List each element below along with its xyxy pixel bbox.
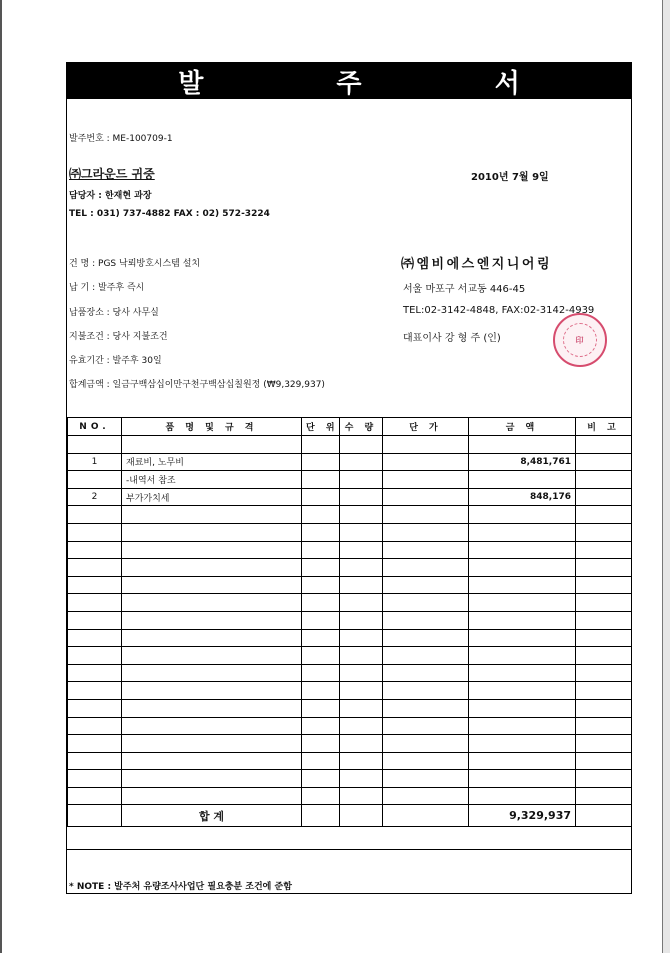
- table-cell: [576, 611, 632, 629]
- table-cell: [469, 594, 576, 612]
- total-label: 합 계: [122, 805, 302, 827]
- table-cell: [576, 576, 632, 594]
- table-total-row: [68, 805, 632, 827]
- table-cell: [122, 699, 302, 717]
- table-cell: [68, 752, 122, 770]
- table-cell: [68, 699, 122, 717]
- table-row: [68, 699, 632, 717]
- table-cell: [302, 576, 340, 594]
- table-cell: [122, 629, 302, 647]
- table-row: [68, 787, 632, 805]
- table-cell: [576, 805, 632, 827]
- table-cell: [576, 735, 632, 753]
- window-right-edge: [662, 0, 670, 953]
- note-divider: [67, 849, 631, 850]
- term-total: [69, 377, 325, 390]
- table-body: [68, 436, 632, 805]
- table-cell: [68, 717, 122, 735]
- table-cell: [383, 629, 469, 647]
- table-cell: [122, 682, 302, 700]
- table-cell: [122, 541, 302, 559]
- table-cell: 8,481,761: [469, 453, 576, 471]
- order-number: 발주번호 : ME-100709-1: [69, 134, 173, 144]
- table-cell: [122, 735, 302, 753]
- table-cell: [68, 436, 122, 454]
- table-cell: [302, 594, 340, 612]
- table-cell: [469, 523, 576, 541]
- buyer-tel-fax: TEL : 031) 737-4882 FAX : 02) 572-3224: [69, 209, 270, 219]
- table-cell: [68, 664, 122, 682]
- term-label: 합계금액 :: [69, 380, 110, 390]
- table-row: [68, 436, 632, 454]
- table-cell: [340, 717, 383, 735]
- term-value: 일금구백삼십이만구천구백삼십칠원정 (₩9,329,937): [112, 380, 325, 390]
- table-cell: [122, 576, 302, 594]
- col-header-unit-price: 단 가: [383, 418, 469, 436]
- table-cell: [469, 559, 576, 577]
- table-row: [68, 576, 632, 594]
- table-cell: [340, 453, 383, 471]
- table-cell: [383, 717, 469, 735]
- table-row: [68, 453, 632, 471]
- table-cell: [302, 523, 340, 541]
- table-header-row: [68, 418, 632, 436]
- term-label: 건 명 :: [69, 259, 96, 269]
- table-cell: [340, 594, 383, 612]
- table-cell: [68, 770, 122, 788]
- table-row: [68, 647, 632, 665]
- term-label: 납 기 :: [69, 283, 96, 293]
- table-cell: [383, 506, 469, 524]
- table-cell: [469, 506, 576, 524]
- table-row: [68, 682, 632, 700]
- col-header-item: 품 명 및 규 격: [122, 418, 302, 436]
- table-row: [68, 594, 632, 612]
- table-cell: [576, 647, 632, 665]
- order-date: 2010년 7월 9일: [471, 172, 549, 183]
- table-cell: [340, 436, 383, 454]
- table-cell: [122, 523, 302, 541]
- table-cell: [469, 611, 576, 629]
- col-header-remarks: 비 고: [576, 418, 632, 436]
- table-cell: [302, 805, 340, 827]
- table-cell: [68, 506, 122, 524]
- table-cell: [302, 717, 340, 735]
- table-cell: [340, 506, 383, 524]
- table-cell: [68, 594, 122, 612]
- table-cell: [68, 629, 122, 647]
- table-cell: [340, 664, 383, 682]
- table-cell: [469, 647, 576, 665]
- table-cell: [302, 787, 340, 805]
- table-cell: 재료비, 노무비: [122, 453, 302, 471]
- table-cell: [340, 647, 383, 665]
- table-cell: 1: [68, 453, 122, 471]
- document-title: 발 주 서: [67, 63, 631, 99]
- term-value: 당사 사무실: [112, 308, 159, 318]
- table-cell: [576, 436, 632, 454]
- table-cell: [302, 436, 340, 454]
- table-cell: [469, 576, 576, 594]
- vendor-tel-fax: TEL:02-3142-4848, FAX:02-3142-4939: [403, 305, 595, 316]
- table-cell: [576, 488, 632, 506]
- table-row: [68, 541, 632, 559]
- table-cell: [302, 699, 340, 717]
- table-cell: [340, 682, 383, 700]
- table-cell: [576, 770, 632, 788]
- table-cell: [576, 629, 632, 647]
- table-cell: [383, 541, 469, 559]
- table-cell: [576, 664, 632, 682]
- table-cell: [383, 594, 469, 612]
- company-seal-stamp: 印: [553, 313, 607, 367]
- table-cell: [302, 506, 340, 524]
- table-cell: [122, 559, 302, 577]
- table-cell: [383, 735, 469, 753]
- table-cell: [383, 805, 469, 827]
- table-cell: [122, 506, 302, 524]
- table-cell: [302, 647, 340, 665]
- table-cell: [469, 664, 576, 682]
- table-row: [68, 488, 632, 506]
- table-cell: [122, 594, 302, 612]
- footer-note: * NOTE : 발주처 유량조사사업단 필요충분 조건에 준함: [69, 882, 292, 892]
- table-row: [68, 523, 632, 541]
- table-cell: [68, 559, 122, 577]
- table-cell: [122, 647, 302, 665]
- table-cell: [383, 576, 469, 594]
- table-cell: -내역서 참조: [122, 471, 302, 489]
- term-label: 납품장소 :: [69, 308, 110, 318]
- table-cell: [576, 787, 632, 805]
- table-cell: [383, 471, 469, 489]
- table-cell: [302, 752, 340, 770]
- term-validity: [69, 353, 162, 366]
- table-cell: [576, 752, 632, 770]
- term-value: 발주후 30일: [112, 356, 162, 366]
- term-place: [69, 305, 159, 318]
- table-cell: [68, 576, 122, 594]
- col-header-amount: 금 액: [469, 418, 576, 436]
- table-cell: [469, 541, 576, 559]
- table-cell: [469, 682, 576, 700]
- table-cell: [340, 559, 383, 577]
- table-cell: [383, 770, 469, 788]
- table-row: [68, 735, 632, 753]
- table-cell: [68, 471, 122, 489]
- table-cell: [576, 682, 632, 700]
- table-cell: [68, 523, 122, 541]
- term-label: 유효기간 :: [69, 356, 110, 366]
- table-row: [68, 717, 632, 735]
- table-cell: 848,176: [469, 488, 576, 506]
- table-cell: [383, 436, 469, 454]
- term-value: 당사 지불조건: [112, 332, 168, 342]
- table-cell: 부가가치세: [122, 488, 302, 506]
- table-cell: [340, 541, 383, 559]
- table-cell: [576, 594, 632, 612]
- window-left-edge: [0, 0, 2, 953]
- table-row: [68, 611, 632, 629]
- table-cell: [576, 699, 632, 717]
- table-cell: [576, 506, 632, 524]
- table-cell: [469, 735, 576, 753]
- table-cell: [122, 717, 302, 735]
- term-project: [69, 256, 200, 269]
- table-row: [68, 506, 632, 524]
- table-cell: [122, 664, 302, 682]
- table-cell: [340, 629, 383, 647]
- order-items-table: [67, 417, 632, 827]
- term-value: 발주후 즉시: [98, 283, 145, 293]
- table-cell: [340, 488, 383, 506]
- table-cell: [122, 770, 302, 788]
- table-cell: [576, 471, 632, 489]
- table-cell: [340, 611, 383, 629]
- table-cell: [383, 664, 469, 682]
- table-cell: [576, 541, 632, 559]
- table-cell: [302, 611, 340, 629]
- table-cell: [576, 453, 632, 471]
- table-cell: [469, 717, 576, 735]
- table-cell: [122, 752, 302, 770]
- table-cell: [302, 735, 340, 753]
- table-cell: [68, 541, 122, 559]
- table-cell: [340, 576, 383, 594]
- table-cell: [68, 682, 122, 700]
- table-cell: [68, 735, 122, 753]
- table-cell: [68, 611, 122, 629]
- buyer-name: ㈜그라운드 귀중: [69, 167, 155, 181]
- vendor-ceo: 대표이사 강 형 주 (인): [403, 333, 501, 344]
- table-cell: [469, 770, 576, 788]
- table-cell: [122, 787, 302, 805]
- table-cell: [68, 787, 122, 805]
- table-cell: [122, 436, 302, 454]
- table-row: [68, 559, 632, 577]
- table-cell: [469, 436, 576, 454]
- table-cell: [340, 735, 383, 753]
- table-cell: [383, 752, 469, 770]
- term-delivery: [69, 280, 144, 293]
- table-cell: [383, 647, 469, 665]
- table-row: [68, 629, 632, 647]
- col-header-qty: 수 량: [340, 418, 383, 436]
- table-cell: [340, 752, 383, 770]
- table-cell: [122, 611, 302, 629]
- table-cell: [68, 805, 122, 827]
- table-cell: [302, 682, 340, 700]
- table-cell: [469, 752, 576, 770]
- table-cell: [340, 523, 383, 541]
- table-cell: [469, 471, 576, 489]
- total-amount: 9,329,937: [469, 805, 576, 827]
- table-cell: [340, 805, 383, 827]
- table-cell: [383, 611, 469, 629]
- table-cell: [383, 453, 469, 471]
- table-cell: [340, 770, 383, 788]
- table-cell: [68, 647, 122, 665]
- table-cell: [576, 523, 632, 541]
- table-cell: [383, 523, 469, 541]
- vendor-name: ㈜엠비에스엔지니어링: [401, 257, 553, 272]
- table-cell: [340, 787, 383, 805]
- table-cell: [469, 787, 576, 805]
- table-cell: [383, 699, 469, 717]
- table-row: [68, 770, 632, 788]
- table-cell: [340, 471, 383, 489]
- table-cell: [383, 682, 469, 700]
- table-cell: [302, 664, 340, 682]
- table-row: [68, 664, 632, 682]
- table-cell: [383, 559, 469, 577]
- table-cell: [302, 770, 340, 788]
- term-value: PGS 낙뢰방호시스템 설치: [98, 259, 201, 269]
- purchase-order-sheet: [66, 62, 632, 894]
- table-row: [68, 471, 632, 489]
- table-row: [68, 752, 632, 770]
- table-cell: [469, 629, 576, 647]
- table-cell: [302, 488, 340, 506]
- table-cell: [576, 559, 632, 577]
- table-cell: [302, 629, 340, 647]
- table-cell: [383, 787, 469, 805]
- table-cell: [340, 699, 383, 717]
- table-cell: [469, 699, 576, 717]
- table-cell: [302, 453, 340, 471]
- table-cell: [576, 717, 632, 735]
- term-payment: [69, 329, 168, 342]
- col-header-unit: 단 위: [302, 418, 340, 436]
- buyer-contact: 담당자 : 한재현 과장: [69, 191, 152, 201]
- term-label: 지불조건 :: [69, 332, 110, 342]
- table-cell: [302, 541, 340, 559]
- vendor-address: 서울 마포구 서교동 446-45: [403, 284, 526, 295]
- table-cell: [302, 471, 340, 489]
- table-cell: 2: [68, 488, 122, 506]
- table-cell: [383, 488, 469, 506]
- table-cell: [302, 559, 340, 577]
- col-header-no: NO.: [68, 418, 122, 436]
